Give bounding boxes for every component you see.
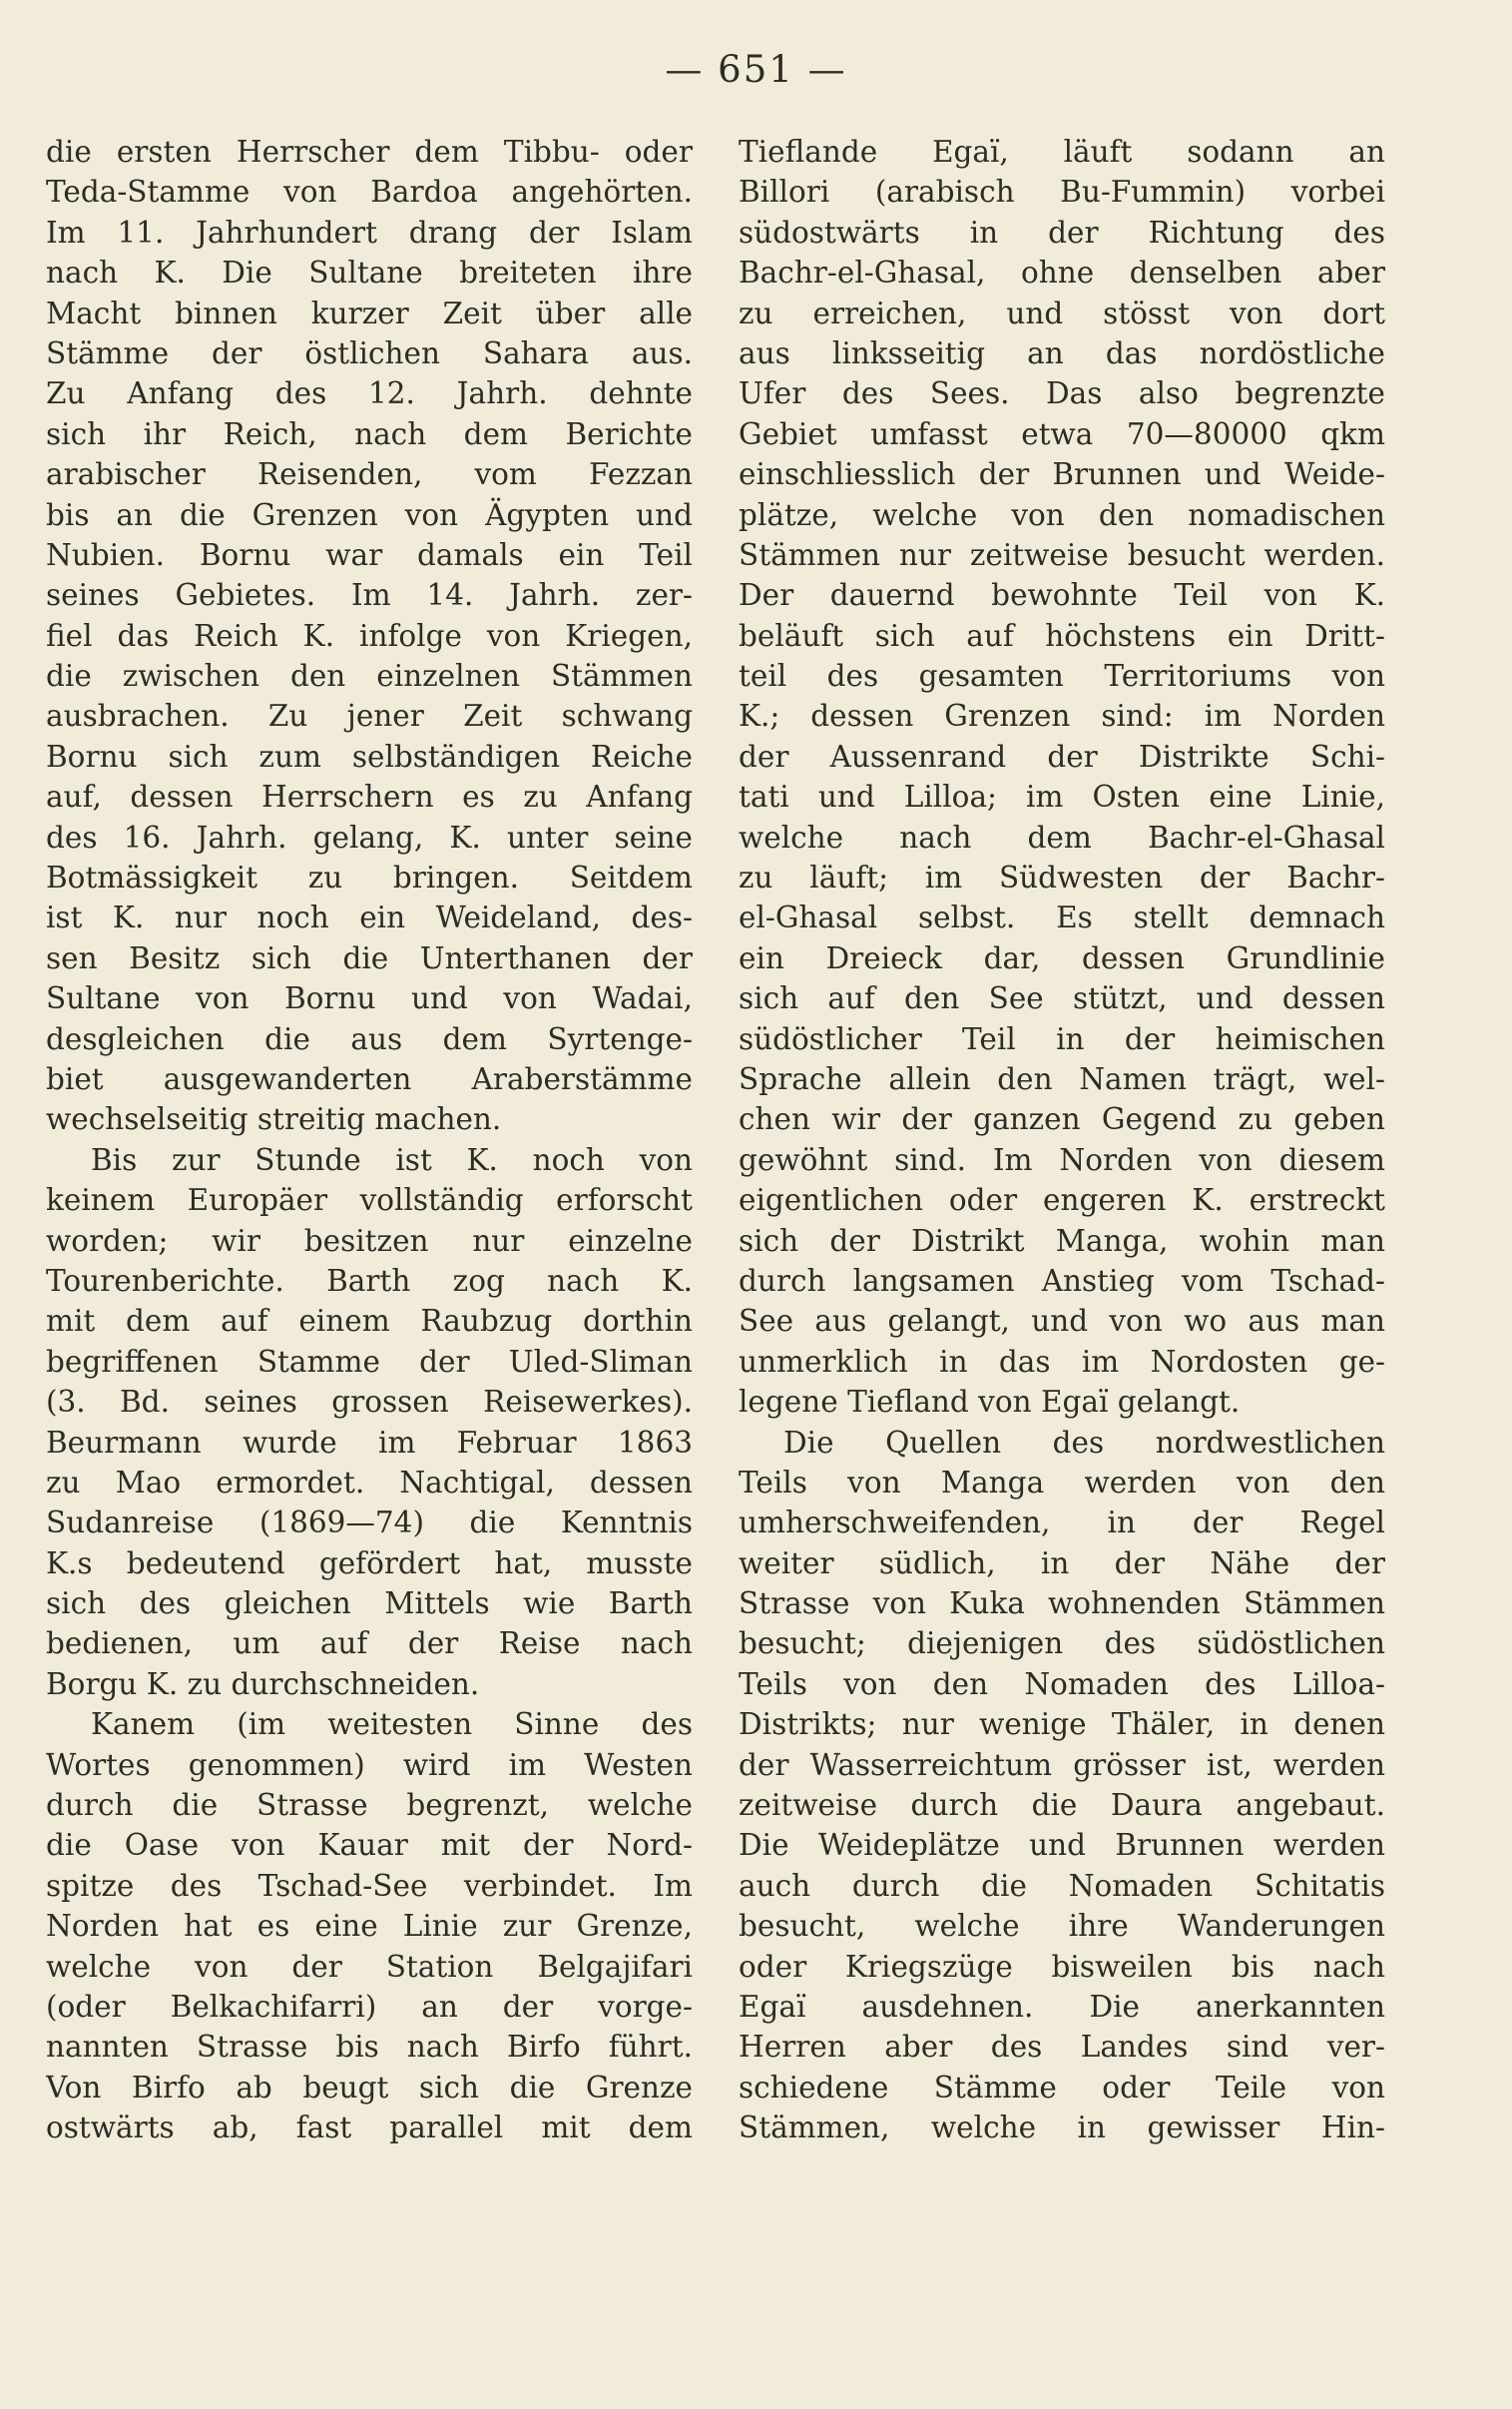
text-line: die ersten Herrscher dem Tibbu- oder — [46, 135, 693, 169]
text-line: beläuft sich auf höchstens ein Dritt- — [739, 618, 1385, 653]
text-line: plätze, welche von den nomadischen — [739, 497, 1385, 532]
text-line: fiel das Reich K. infolge von Kriegen, — [46, 618, 693, 653]
text-line: Strasse von Kuka wohnenden Stämmen — [739, 1586, 1385, 1621]
text-line: Teda-Stamme von Bardoa angehörten. — [46, 175, 693, 210]
text-line: sich auf den See stützt, und dessen — [739, 981, 1385, 1016]
text-line: der Wasserreichtum grösser ist, werden — [739, 1747, 1385, 1782]
text-line: zu läuft; im Südwesten der Bachr- — [739, 861, 1385, 896]
text-line: See aus gelangt, und von wo aus man — [739, 1304, 1385, 1339]
page-number: — 651 — — [665, 48, 847, 91]
text-line: ein Dreieck dar, dessen Grundlinie — [739, 940, 1385, 975]
text-line: seines Gebietes. Im 14. Jahrh. zer- — [46, 578, 693, 613]
text-line: Stämmen nur zeitweise besucht werden. — [739, 537, 1385, 572]
text-line: Teils von den Nomaden des Lilloa- — [739, 1666, 1385, 1701]
text-line: Von Birfo ab beugt sich die Grenze — [46, 2070, 693, 2105]
text-line: unmerklich in das im Nordosten ge- — [739, 1344, 1385, 1379]
text-line: sich der Distrikt Manga, wohin man — [739, 1223, 1385, 1258]
text-line: umherschweifenden, in der Regel — [739, 1506, 1385, 1540]
text-line: keinem Europäer vollständig erforscht — [46, 1183, 693, 1218]
text-line: Tieflande Egaï, läuft sodann an — [739, 135, 1385, 169]
text-line: Wortes genommen) wird im Westen — [46, 1747, 693, 1782]
text-line: Nubien. Bornu war damals ein Teil — [46, 537, 693, 572]
text-line: die zwischen den einzelnen Stämmen — [46, 659, 693, 694]
text-line: Bornu sich zum selbständigen Reiche — [46, 739, 693, 774]
text-line: Ufer des Sees. Das also begrenzte — [739, 376, 1385, 411]
text-line: nach K. Die Sultane breiteten ihre — [46, 256, 693, 291]
text-line: besucht; diejenigen des südöstlichen — [739, 1626, 1385, 1661]
text-line: wechselseitig streitig machen. — [46, 1102, 502, 1137]
text-line: aus linksseitig an das nordöstliche — [739, 335, 1385, 370]
text-line: auch durch die Nomaden Schitatis — [739, 1868, 1385, 1903]
text-line: Norden hat es eine Linie zur Grenze, — [46, 1909, 693, 1944]
text-line: tati und Lilloa; im Osten eine Linie, — [739, 780, 1385, 815]
text-line: Teils von Manga werden von den — [739, 1465, 1385, 1500]
text-line: die Oase von Kauar mit der Nord- — [46, 1828, 693, 1863]
text-line: arabischer Reisenden, vom Fezzan — [46, 457, 693, 492]
text-line: Der dauernd bewohnte Teil von K. — [739, 578, 1385, 613]
text-line: südostwärts in der Richtung des — [739, 215, 1385, 250]
text-line: (3. Bd. seines grossen Reisewerkes). — [46, 1385, 693, 1420]
text-line: Bis zur Stunde ist K. noch von — [91, 1142, 693, 1177]
text-line: welche von der Station Belgajifari — [46, 1949, 693, 1984]
text-line: Billori (arabisch Bu-Fummin) vorbei — [739, 175, 1385, 210]
text-line: spitze des Tschad-See verbindet. Im — [46, 1868, 693, 1903]
text-line: sen Besitz sich die Unterthanen der — [46, 940, 693, 975]
text-line: sich des gleichen Mittels wie Barth — [46, 1586, 693, 1621]
text-line: bis an die Grenzen von Ägypten und — [46, 497, 693, 532]
text-line: Gebiet umfasst etwa 70—80000 qkm — [739, 416, 1385, 451]
text-line: des 16. Jahrh. gelang, K. unter seine — [46, 820, 693, 855]
text-line: ostwärts ab, fast parallel mit dem — [46, 2110, 693, 2145]
right-text-column — [739, 132, 1385, 2148]
text-line: schiedene Stämme oder Teile von — [739, 2070, 1385, 2105]
text-line: worden; wir besitzen nur einzelne — [46, 1223, 693, 1258]
text-line: durch langsamen Anstieg vom Tschad- — [739, 1263, 1385, 1298]
text-line: südöstlicher Teil in der heimischen — [739, 1021, 1385, 1056]
text-line: zu Mao ermordet. Nachtigal, dessen — [46, 1465, 693, 1500]
text-line: Distrikts; nur wenige Thäler, in denen — [739, 1707, 1385, 1742]
text-line: teil des gesamten Territoriums von — [739, 659, 1385, 694]
text-line: nannten Strasse bis nach Birfo führt. — [46, 2030, 693, 2065]
text-line: Botmässigkeit zu bringen. Seitdem — [46, 861, 693, 896]
text-line: Stämmen, welche in gewisser Hin- — [739, 2110, 1385, 2145]
text-line: desgleichen die aus dem Syrtenge- — [46, 1021, 693, 1056]
text-line: Macht binnen kurzer Zeit über alle — [46, 296, 693, 330]
text-line: Egaï ausdehnen. Die anerkannten — [739, 1989, 1385, 2024]
text-line: auf, dessen Herrschern es zu Anfang — [46, 780, 693, 815]
text-line: el-Ghasal selbst. Es stellt demnach — [739, 901, 1385, 935]
text-line: besucht, welche ihre Wanderungen — [739, 1909, 1385, 1944]
text-line: eigentlichen oder engeren K. erstreckt — [739, 1183, 1385, 1218]
text-line: der Aussenrand der Distrikte Schi- — [739, 739, 1385, 774]
text-line: gewöhnt sind. Im Norden von diesem — [739, 1142, 1385, 1177]
text-line: Zu Anfang des 12. Jahrh. dehnte — [46, 376, 693, 411]
text-line: Beurmann wurde im Februar 1863 — [46, 1425, 693, 1460]
text-line: bedienen, um auf der Reise nach — [46, 1626, 693, 1661]
text-line: Sultane von Bornu und von Wadai, — [46, 981, 693, 1016]
text-line: Tourenberichte. Barth zog nach K. — [46, 1263, 693, 1298]
text-line: K.s bedeutend gefördert hat, musste — [46, 1545, 693, 1580]
text-line: sich ihr Reich, nach dem Berichte — [46, 416, 693, 451]
text-line: ist K. nur noch ein Weideland, des- — [46, 901, 693, 935]
text-line: oder Kriegszüge bisweilen bis nach — [739, 1949, 1385, 1984]
text-line: ausbrachen. Zu jener Zeit schwang — [46, 699, 693, 734]
text-line: Herren aber des Landes sind ver- — [739, 2030, 1385, 2065]
text-line: biet ausgewanderten Araberstämme — [46, 1061, 693, 1096]
text-line: einschliesslich der Brunnen und Weide- — [739, 457, 1385, 492]
text-line: legene Tiefland von Egaï gelangt. — [739, 1385, 1241, 1420]
text-line: Borgu K. zu durchschneiden. — [46, 1666, 480, 1701]
text-line: begriffenen Stamme der Uled-Sliman — [46, 1344, 693, 1379]
text-line: zeitweise durch die Daura angebaut. — [739, 1788, 1385, 1823]
text-line: Stämme der östlichen Sahara aus. — [46, 335, 693, 370]
text-line: chen wir der ganzen Gegend zu geben — [739, 1102, 1385, 1137]
text-line: Sudanreise (1869—74) die Kenntnis — [46, 1506, 693, 1540]
text-line: Kanem (im weitesten Sinne des — [91, 1707, 693, 1742]
text-line: Im 11. Jahrhundert drang der Islam — [46, 215, 693, 250]
text-line: Bachr-el-Ghasal, ohne denselben aber — [739, 256, 1385, 291]
text-line: durch die Strasse begrenzt, welche — [46, 1788, 693, 1823]
text-line: Sprache allein den Namen trägt, wel- — [739, 1061, 1385, 1096]
text-line: K.; dessen Grenzen sind: im Norden — [739, 699, 1385, 734]
text-line: mit dem auf einem Raubzug dorthin — [46, 1304, 693, 1339]
text-line: Die Quellen des nordwestlichen — [783, 1425, 1385, 1460]
text-line: weiter südlich, in der Nähe der — [739, 1545, 1385, 1580]
text-line: Die Weideplätze und Brunnen werden — [739, 1828, 1385, 1863]
text-line: (oder Belkachifarri) an der vorge- — [46, 1989, 693, 2024]
text-line: welche nach dem Bachr-el-Ghasal — [739, 820, 1385, 855]
left-text-column — [46, 132, 693, 2148]
text-line: zu erreichen, und stösst von dort — [739, 296, 1385, 330]
